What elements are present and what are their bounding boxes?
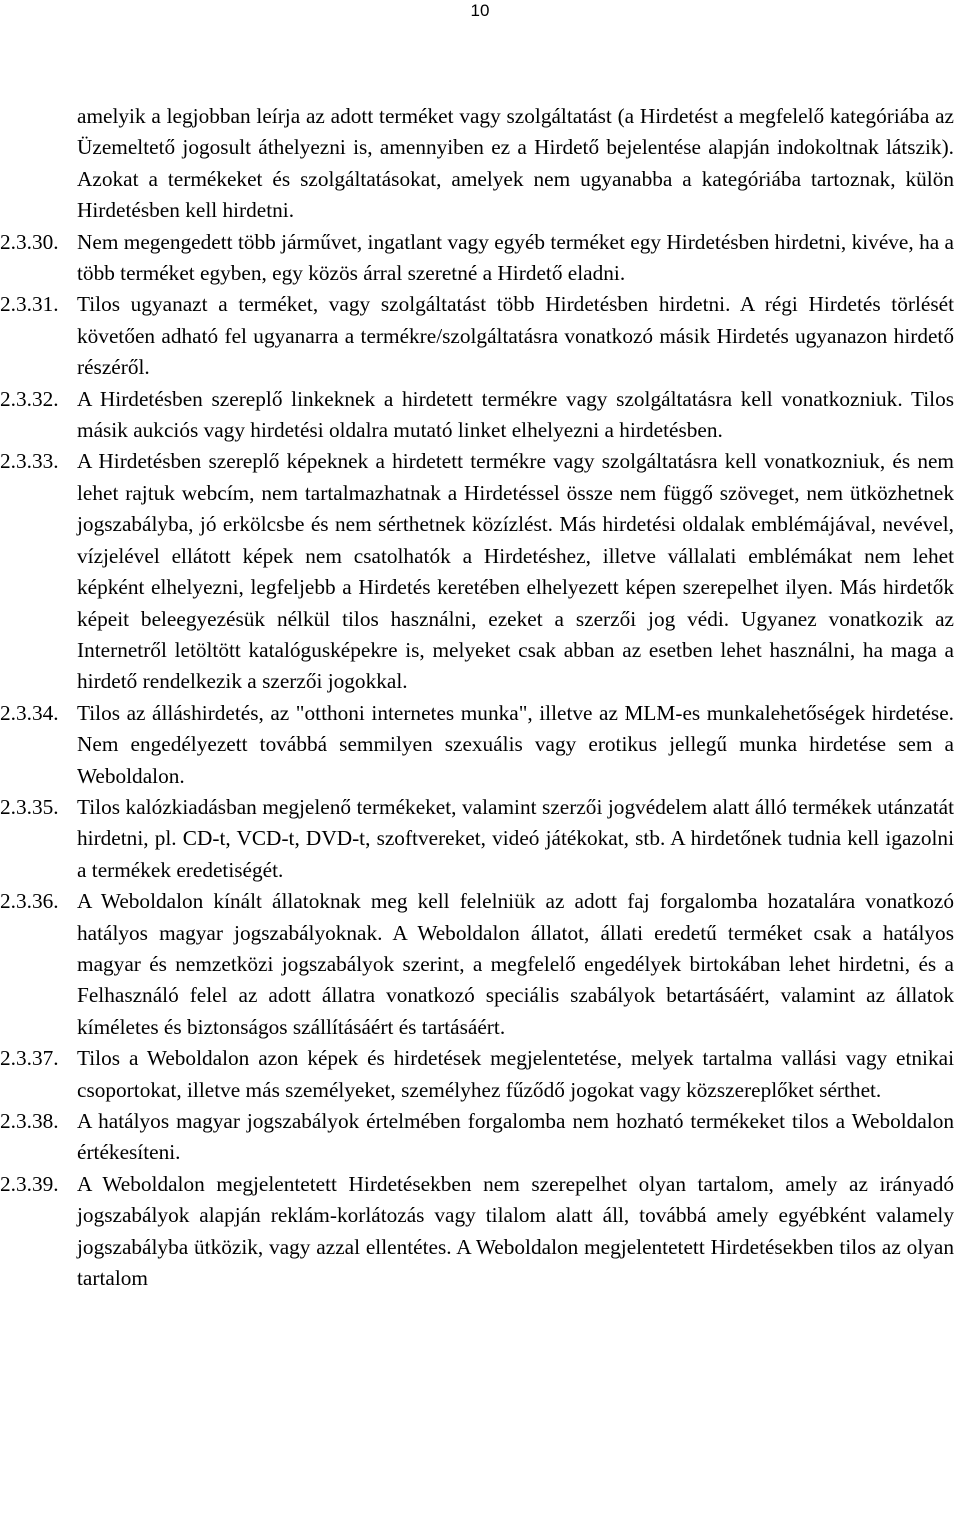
section-number: 2.3.33. [0,449,59,474]
sections-list [0,227,960,1295]
section-text: Nem megengedett több járművet, ingatlant vagy egyéb terméket egy Hirdetésben hirdetni, kivéve, ha a több terméket egyben, egy közös árral szeretné a Hirdető eladni. [77,229,954,286]
section-number: 2.3.39. [0,1171,59,1196]
section-number: 2.3.38. [0,1109,59,1133]
section-number: 2.3.32. [0,386,59,411]
section-number: 2.3.31. [0,292,59,317]
section-text: Tilos az álláshirdetés, az "otthoni internetes munka", illetve az MLM-es munkalehetőségek hirdetése. Nem engedélyezett továbbá semmilyen szexuális vagy erotikus jellegű munka hirdetése sem a Weboldalon. [77,700,954,788]
section-paragraph [0,1106,960,1169]
section-paragraph [0,698,960,792]
section-number: 2.3.37. [0,1046,59,1071]
section-text: A Weboldalon megjelentetett Hirdetésekben nem szerepelhet olyan tartalom, amely az irányadó jogszabályok alapján reklám-korlátozás vagy tilalom alatt áll, továbbá amely egyébként valamely jogszabályba ütközik, vagy azzal ellentétes. A Weboldalon megjelentetett Hirdetésekben tilos az olyan tartalom [77,1171,954,1291]
section-paragraph [0,792,960,886]
section-paragraph [0,446,960,697]
intro-paragraph: amelyik a legjobban leírja az adott terméket vagy szolgáltatást (a Hirdetést a megfelelő kategóriába az Üzemeltető jogosult áthelyezni is, amennyiben ez a Hirdető bejelentése alapján indokoltnak látszik). Azokat a termékeket és szolgáltatásokat, amelyek nem ugyanabba a kategóriába tartoznak, külön Hirdetésben kell hirdetni. [77,104,954,223]
section-text: Tilos ugyanazt a terméket, vagy szolgáltatást több Hirdetésben hirdetni. A régi Hirdetés törlését követően adható fel ugyanarra a termékre/szolgáltatásra vonatkozó másik Hirdetés ugyanazon hirdető részéről. [77,292,954,380]
section-number: 2.3.36. [0,889,59,914]
page-number: 10 [470,1,490,20]
section-number: 2.3.35. [0,794,59,819]
section-paragraph [0,384,960,447]
document-body [0,101,960,1294]
section-text: Tilos a Weboldalon azon képek és hirdetések megjelentetése, melyek tartalma vallási vagy etnikai csoportokat, illetve más személyeket, személyhez fűződő jogokat vagy közszereplőket sérthet. [77,1046,954,1102]
section-paragraph [0,886,960,1043]
section-text: A Weboldalon kínált állatoknak meg kell felelniük az adott faj forgalomba hozatalára vonatkozó hatályos magyar jogszabályoknak. A Weboldalon állatot, állati eredetű terméket csak a hatályos magyar és nemzetközi jogszabályok szerint, a megfelelő engedélyek birtokában lehet hirdetni, és a Felhasználó felel az adott állatra vonatkozó speciális szabályok betartásáért, valamint az állatok kíméletes és biztonságos szállításáért és tartásáért. [77,889,954,1039]
section-paragraph [0,1043,960,1106]
section-paragraph [0,289,960,383]
section-number: 2.3.30. [0,229,59,254]
section-text: A hatályos magyar jogszabályok értelmében forgalomba nem hozható termékeket tilos a Weboldalon értékesíteni. [77,1109,954,1165]
section-text: A Hirdetésben szereplő képeknek a hirdetett termékre vagy szolgáltatásra kell vonatkozniuk, és nem lehet rajtuk webcím, nem tartalmazhatnak a Hirdetéssel össze nem függő szöveget, nem ütközhetnek jogszabályba, jó erkölcsbe és nem sérthetnek közízlést. Más hirdetési oldalak emblémájával, nevével, vízjelével ellátott képek nem csatolhatók a Hirdetéshez, illetve vállalati emblémákat nem lehet képként elhelyezni, legfeljebb a Hirdetés keretében elhelyezett képen szerepelhet ilyen. Más hirdetők képeit beleegyezésük nélkül tilos használni, ezeket a szerzői jog védi. Ugyanez vonatkozik az Internetről letöltött katalógusképekre is, melyeket csak abban az esetben lehet használni, ha maga a hirdető rendelkezik a szerzői jogokkal. [77,449,954,694]
section-paragraph [0,1169,960,1295]
section-number: 2.3.34. [0,700,59,725]
section-text: Tilos kalózkiadásban megjelenő termékeket, valamint szerzői jogvédelem alatt álló termékek utánzatát hirdetni, pl. CD-t, VCD-t, DVD-t, szoftvereket, videó játékokat, stb. A hirdetőnek tudnia kell igazolni a termékek eredetiségét. [77,794,954,882]
section-paragraph [0,227,960,290]
section-text: A Hirdetésben szereplő linkeknek a hirdetett termékre vagy szolgáltatásra kell vonatkozniuk. Tilos másik aukciós vagy hirdetési oldalra mutató linket elhelyezni a hirdetésben. [77,386,954,443]
